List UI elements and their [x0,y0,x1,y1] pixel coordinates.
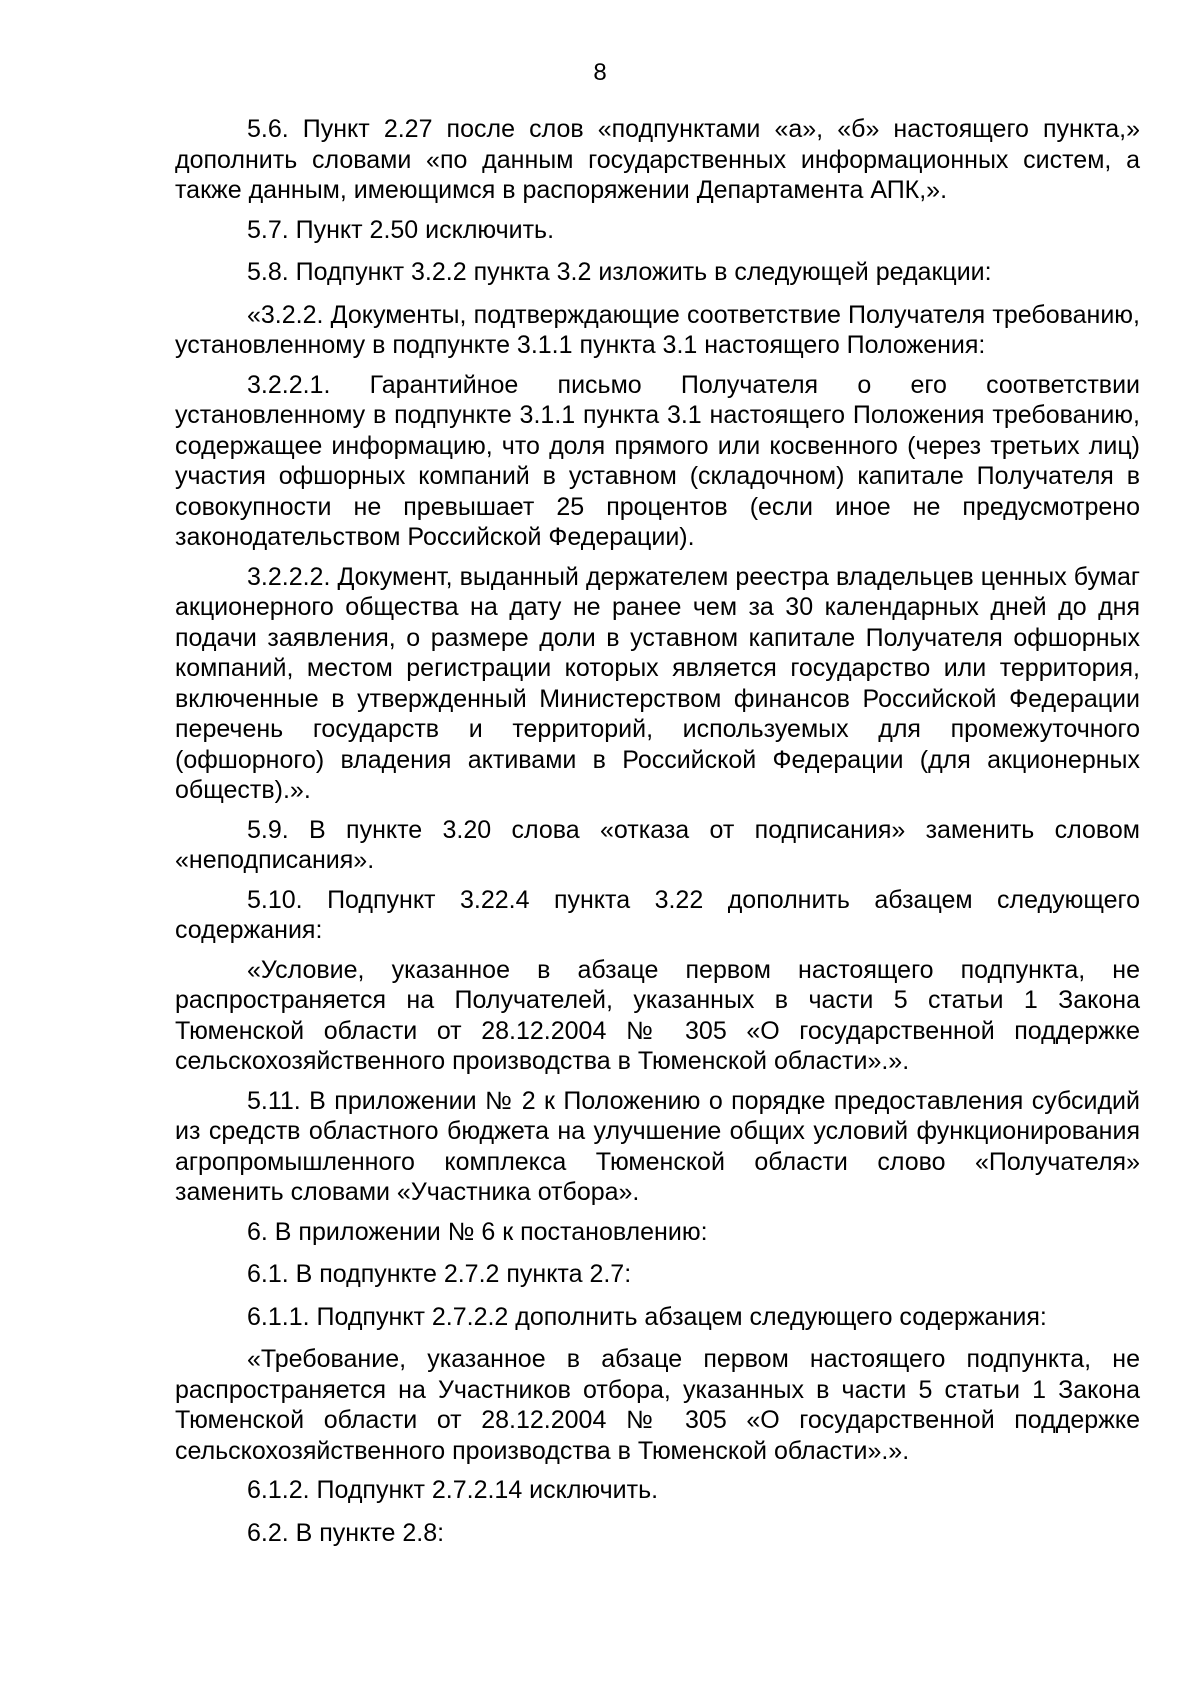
paragraph-3-2-2: «3.2.2. Документы, подтверждающие соответствие Получателя требованию, установленному в подпункте 3.1.1 пункта 3.1 настоящего Положения: [175,300,1140,359]
paragraph-3-2-2-2: 3.2.2.2. Документ, выданный держателем реестра владельцев ценных бумаг акционерного общества на дату не ранее чем за 30 календарных дней до дня подачи заявления, о размере доли в уставном капитале Получателя офшорных компаний, местом регистрации которых является государство или территория, включенные в утвержденный Министерством финансов Российской Федерации перечень государств и территорий, используемых для промежуточного (офшорного) владения активами в Российской Федерации (для акционерных обществ).». [175,562,1140,804]
document-body [175,114,1140,1560]
paragraph-5-7: 5.7. Пункт 2.50 исключить. [247,215,555,244]
paragraph-6-1-2: 6.1.2. Подпункт 2.7.2.14 исключить. [247,1476,659,1504]
paragraph-5-10: 5.10. Подпункт 3.22.4 пункта 3.22 дополнить абзацем следующего содержания: [175,885,1140,944]
paragraph-3-2-2-1: 3.2.2.1. Гарантийное письмо Получателя о его соответствии установленному в подпункте 3.1.1 пункта 3.1 настоящего Положения требованию, содержащее информацию, что доля прямого или косвенного (через третьих лиц) участия офшорных компаний в уставном (складочном) капитале Получателя в совокупности не превышает 25 процентов (если иное не предусмотрено законодательством Российской Федерации). [175,370,1140,551]
paragraph-5-11: 5.11. В приложении № 2 к Положению о порядке предоставления субсидий из средств областного бюджета на улучшение общих условий функционирования агропромышленного комплекса Тюменской области слово «Получателя» заменить словами «Участника отбора». [175,1086,1140,1206]
paragraph-6-1-1: 6.1.1. Подпункт 2.7.2.2 дополнить абзацем следующего содержания: [247,1302,1047,1331]
paragraph-requirement-quote: «Требование, указанное в абзаце первом настоящего подпункта, не распространяется на Участников отбора, указанных в части 5 статьи 1 Закона Тюменской области от 28.12.2004 № 305 «О государственной поддержке сельскохозяйственного производства в Тюменской области».». [175,1345,1140,1465]
paragraph-5-6: 5.6. Пункт 2.27 после слов «подпунктами «а», «б» настоящего пункта,» дополнить словами «по данным государственных информационных систем, а также данным, имеющимся в распоряжении Департамента АПК,». [175,115,1140,204]
paragraph-6-1: 6.1. В подпункте 2.7.2 пункта 2.7: [247,1260,632,1288]
page-number: 8 [593,59,607,86]
paragraph-6-2: 6.2. В пункте 2.8: [247,1518,445,1547]
paragraph-5-8: 5.8. Подпункт 3.2.2 пункта 3.2 изложить в следующей редакции: [247,258,992,286]
paragraph-6: 6. В приложении № 6 к постановлению: [247,1217,708,1246]
paragraph-5-9: 5.9. В пункте 3.20 слова «отказа от подписания» заменить словом «неподписания». [175,815,1140,874]
paragraph-condition-quote: «Условие, указанное в абзаце первом настоящего подпункта, не распространяется на Получателей, указанных в части 5 статьи 1 Закона Тюменской области от 28.12.2004 № 305 «О государственной поддержке сельскохозяйственного производства в Тюменской области».». [175,955,1140,1075]
